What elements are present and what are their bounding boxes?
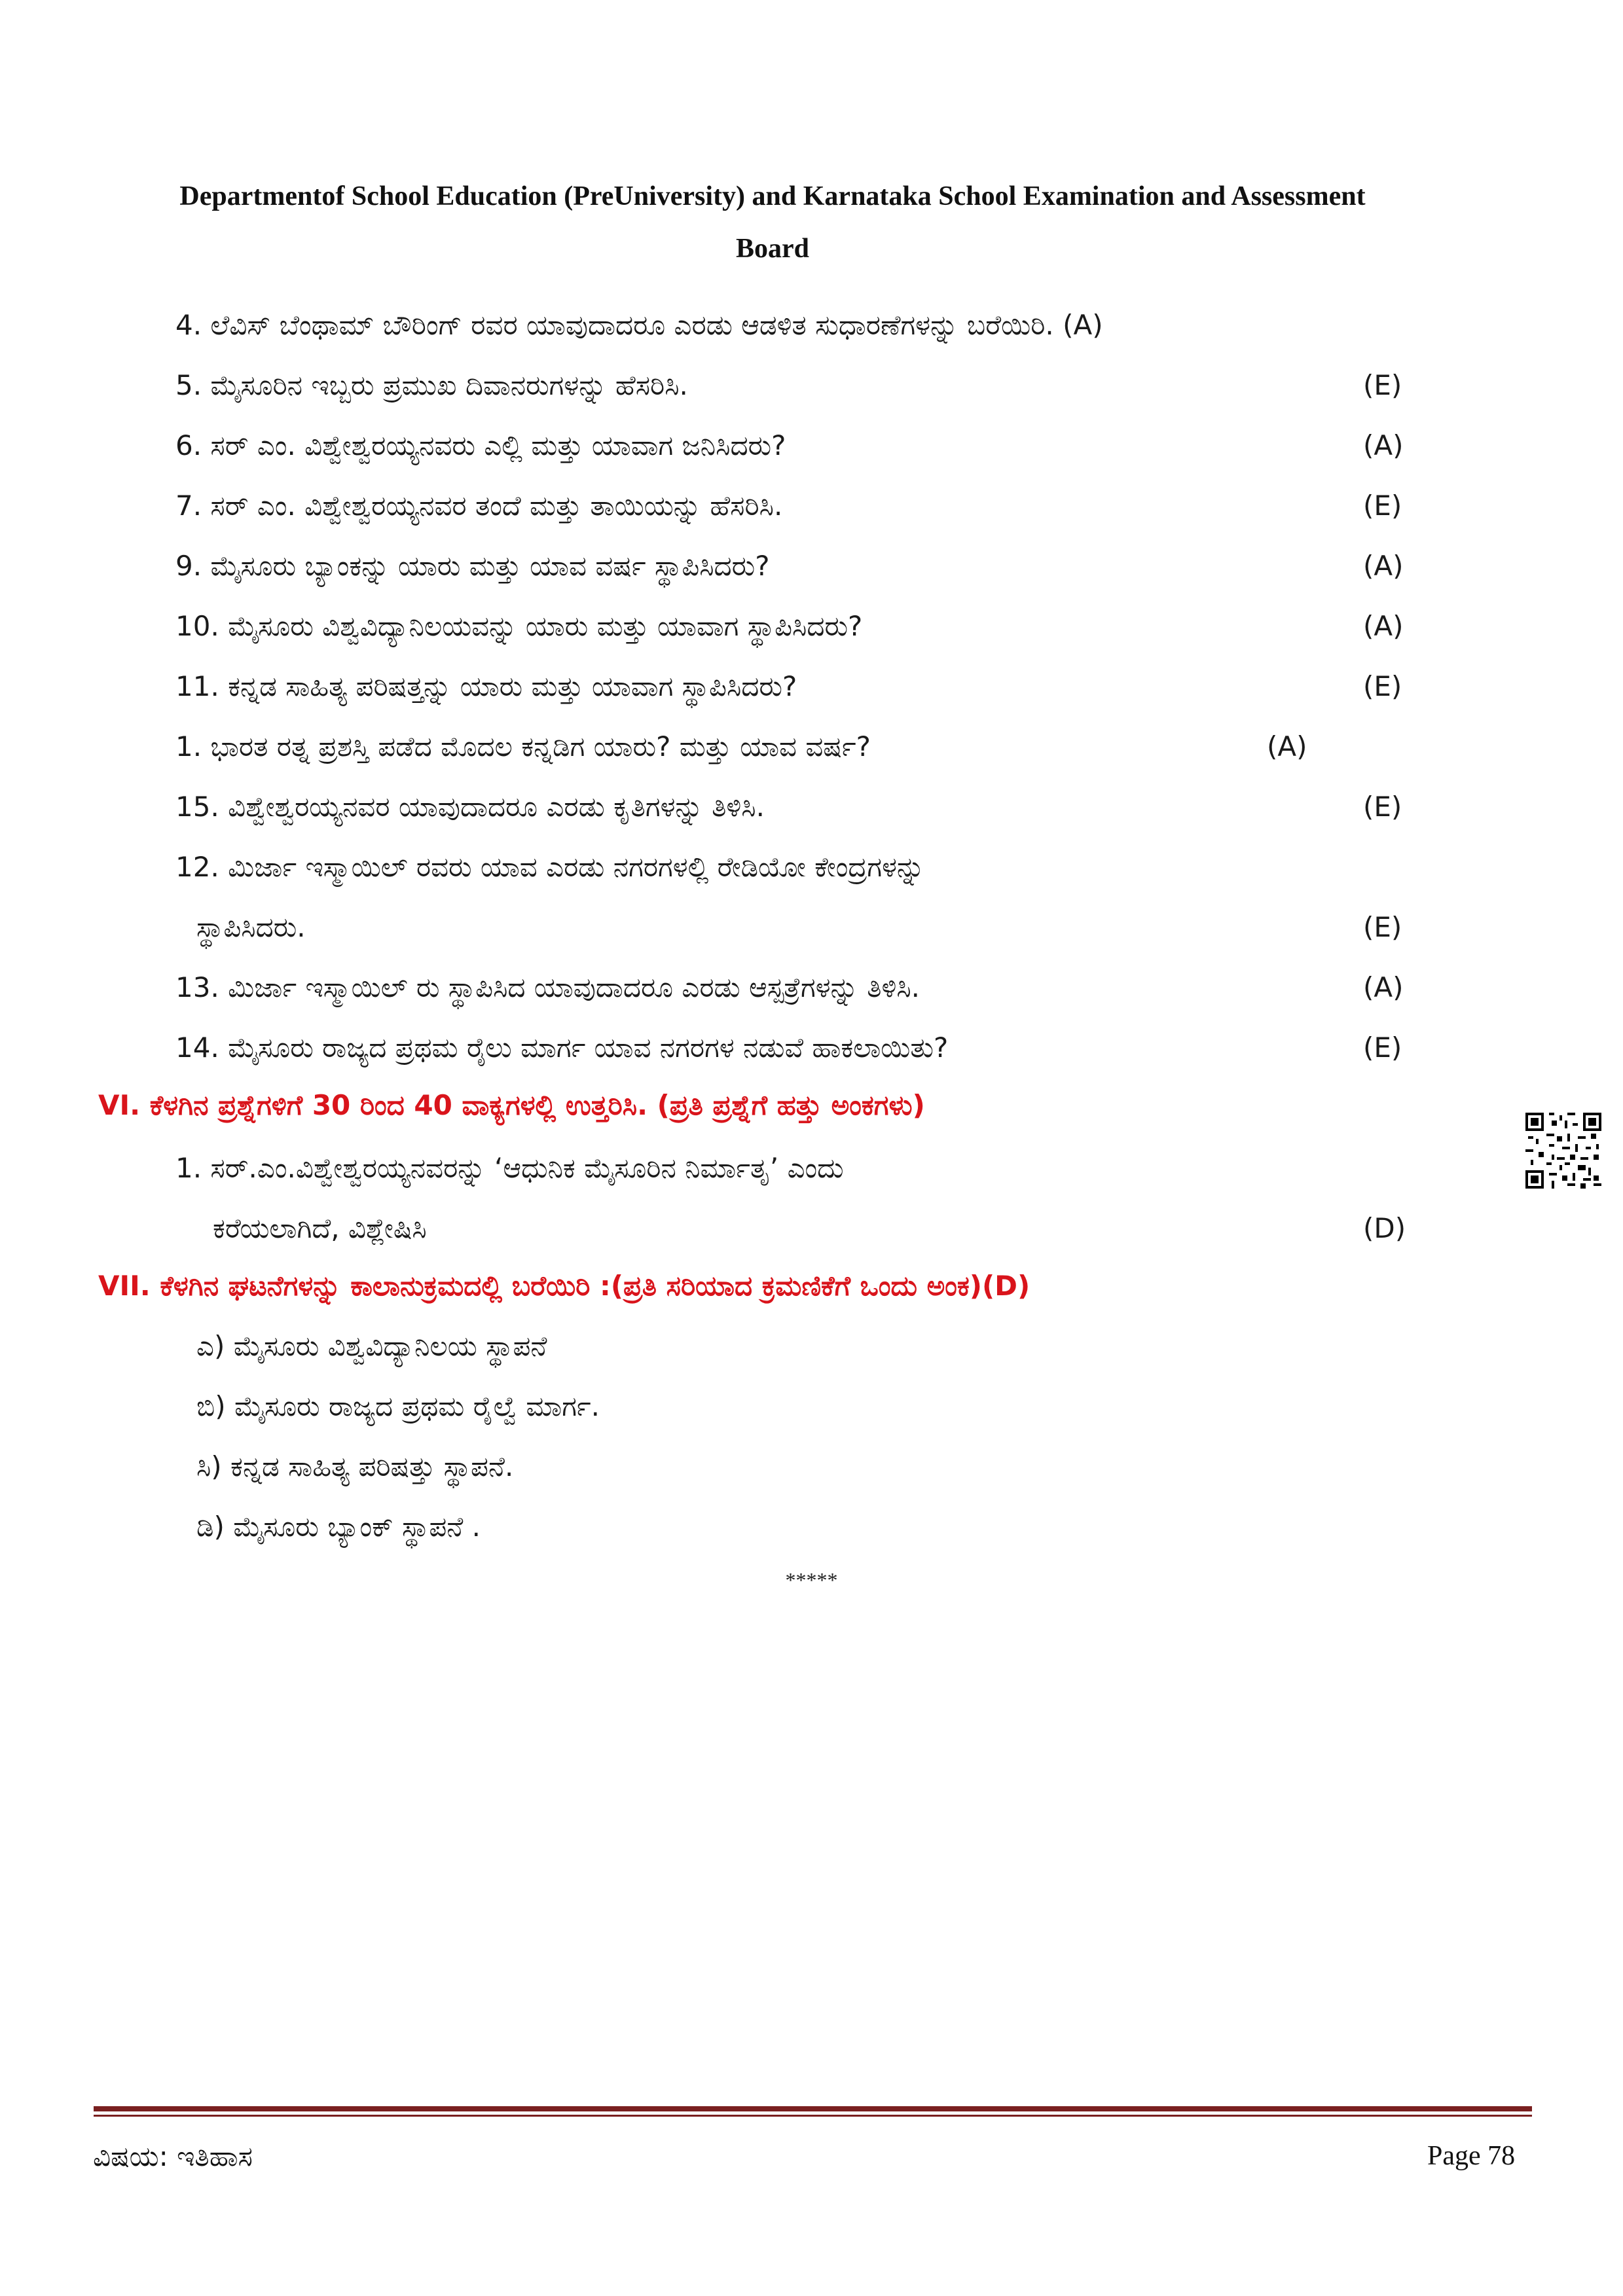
question-item: 6. ಸರ್ ಎಂ. ವಿಶ್ವೇಶ್ವರಯ್ಯನವರು ಎಲ್ಲಿ ಮತ್ತು ಯಾವಾಗ ಜನಿಸಿದರು?	[175, 429, 786, 461]
question-item: 13. ಮಿರ್ಜಾ ಇಸ್ಮಾಯಿಲ್ ರು ಸ್ಥಾಪಿಸಿದ ಯಾವುದಾದರೂ ಎರಡು ಆಸ್ಪತ್ರೆಗಳನ್ನು ತಿಳಿಸಿ.	[175, 971, 921, 1003]
question-mark: (E)	[1363, 670, 1402, 702]
question-mark: (E)	[1363, 490, 1402, 522]
question-item: 4. ಲೆವಿಸ್ ಬೆಂಥಾಮ್ ಬೌರಿಂಗ್ ರವರ ಯಾವುದಾದರೂ ಎರಡು ಆಡಳಿತ ಸುಧಾರಣೆಗಳನ್ನು ಬರೆಯಿರಿ. (A)	[175, 309, 1103, 341]
chronology-item: ಬಿ) ಮೈಸೂರು ರಾಜ್ಯದ ಪ್ರಥಮ ರೈಲ್ವೆ ಮಾರ್ಗ.	[196, 1390, 600, 1422]
qr-code-icon	[1525, 1113, 1601, 1189]
question-item: 15. ವಿಶ್ವೇಶ್ವರಯ್ಯನವರ ಯಾವುದಾದರೂ ಎರಡು ಕೃತಿಗಳನ್ನು ತಿಳಿಸಿ.	[175, 791, 765, 823]
question-mark: (A)	[1267, 730, 1307, 762]
question-item: 5. ಮೈಸೂರಿನ ಇಬ್ಬರು ಪ್ರಮುಖ ದಿವಾನರುಗಳನ್ನು ಹೆಸರಿಸಿ.	[175, 369, 688, 401]
question-mark: (E)	[1363, 911, 1402, 943]
header-line-1: Departmentof School Education (PreUniversity) and Karnataka School Examination and Assessment	[179, 181, 1366, 211]
question-mark: (E)	[1363, 791, 1402, 823]
question-mark: (E)	[1363, 369, 1402, 401]
footer-rule-thin	[94, 2115, 1532, 2117]
question-item: 7. ಸರ್ ಎಂ. ವಿಶ್ವೇಶ್ವರಯ್ಯನವರ ತಂದೆ ಮತ್ತು ತಾಯಿಯನ್ನು ಹೆಸರಿಸಿ.	[175, 490, 783, 522]
essay-question-line-2: ಕರೆಯಲಾಗಿದೆ, ವಿಶ್ಲೇಷಿಸಿ	[213, 1212, 427, 1244]
question-mark: (E)	[1363, 1031, 1402, 1064]
question-mark: (A)	[1363, 429, 1404, 461]
question-mark: (A)	[1363, 971, 1404, 1003]
question-item: 14. ಮೈಸೂರು ರಾಜ್ಯದ ಪ್ರಥಮ ರೈಲು ಮಾರ್ಗ ಯಾವ ನಗರಗಳ ನಡುವೆ ಹಾಕಲಾಯಿತು?	[175, 1031, 949, 1064]
question-item: 1. ಭಾರತ ರತ್ನ ಪ್ರಶಸ್ತಿ ಪಡೆದ ಮೊದಲ ಕನ್ನಡಿಗ ಯಾರು? ಮತ್ತು ಯಾವ ವರ್ಷ?	[175, 730, 871, 762]
section-vii-heading: VII. ಕೆಳಗಿನ ಘಟನೆಗಳನ್ನು ಕಾಲಾನುಕ್ರಮದಲ್ಲಿ ಬರೆಯಿರಿ :(ಪ್ರತಿ ಸರಿಯಾದ ಕ್ರಮಣಿಕೆಗೆ ಒಂದು ಅಂಕ)(D)	[98, 1270, 1030, 1302]
chronology-item: ಸಿ) ಕನ್ನಡ ಸಾಹಿತ್ಯ ಪರಿಷತ್ತು ಸ್ಥಾಪನೆ.	[196, 1450, 514, 1482]
footer-subject: ವಿಷಯ: ಇತಿಹಾಸ	[93, 2140, 253, 2172]
footer-rule	[94, 2106, 1532, 2111]
question-item: 11. ಕನ್ನಡ ಸಾಹಿತ್ಯ ಪರಿಷತ್ತನ್ನು ಯಾರು ಮತ್ತು ಯಾವಾಗ ಸ್ಥಾಪಿಸಿದರು?	[175, 670, 797, 702]
header-line-2: Board	[735, 234, 809, 264]
chronology-item: ಎ) ಮೈಸೂರು ವಿಶ್ವವಿದ್ಯಾನಿಲಯ ಸ್ಥಾಪನೆ	[196, 1330, 547, 1362]
question-item-continued: ಸ್ಥಾಪಿಸಿದರು.	[196, 911, 306, 943]
footer-page-number: Page 78	[1427, 2141, 1516, 2171]
question-item: 10. ಮೈಸೂರು ವಿಶ್ವವಿದ್ಯಾನಿಲಯವನ್ನು ಯಾರು ಮತ್ತು ಯಾವಾಗ ಸ್ಥಾಪಿಸಿದರು?	[175, 610, 863, 642]
question-mark: (D)	[1363, 1212, 1406, 1244]
end-mark: *****	[785, 1568, 838, 1592]
essay-question-line-1: 1. ಸರ್.ಎಂ.ವಿಶ್ವೇಶ್ವರಯ್ಯನವರನ್ನು ‘ಆಧುನಿಕ ಮೈಸೂರಿನ ನಿರ್ಮಾತೃ’ ಎಂದು	[175, 1152, 844, 1184]
question-item: 12. ಮಿರ್ಜಾ ಇಸ್ಮಾಯಿಲ್ ರವರು ಯಾವ ಎರಡು ನಗರಗಳಲ್ಲಿ ರೇಡಿಯೋ ಕೇಂದ್ರಗಳನ್ನು	[175, 851, 925, 883]
question-item: 9. ಮೈಸೂರು ಬ್ಯಾಂಕನ್ನು ಯಾರು ಮತ್ತು ಯಾವ ವರ್ಷ ಸ್ಥಾಪಿಸಿದರು?	[175, 550, 770, 582]
question-mark: (A)	[1363, 610, 1404, 642]
chronology-item: ಡಿ) ಮೈಸೂರು ಬ್ಯಾಂಕ್ ಸ್ಥಾಪನೆ .	[196, 1511, 481, 1543]
section-vi-heading: VI. ಕೆಳಗಿನ ಪ್ರಶ್ನೆಗಳಿಗೆ 30 ರಿಂದ 40 ವಾಕ್ಯಗಳಲ್ಲಿ ಉತ್ತರಿಸಿ. (ಪ್ರತಿ ಪ್ರಶ್ನೆಗೆ ಹತ್ತು ಅಂಕಗಳು)	[98, 1089, 925, 1121]
question-mark: (A)	[1363, 550, 1404, 582]
